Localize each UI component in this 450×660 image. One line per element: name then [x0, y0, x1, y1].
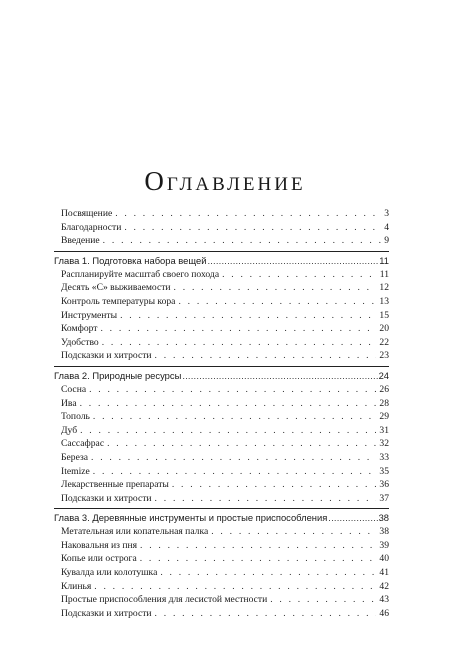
entry-label: Удобство	[61, 336, 99, 348]
entry-page: 39	[379, 539, 389, 551]
toc-entry[interactable]	[54, 281, 389, 295]
dot-leader	[207, 254, 378, 268]
entry-label: Распланируйте масштаб своего похода	[61, 268, 220, 280]
toc-entry-introduction[interactable]	[54, 234, 389, 248]
toc-entry[interactable]	[54, 465, 389, 479]
entry-page: 40	[379, 553, 389, 565]
dot-leader	[91, 451, 376, 465]
toc-entry[interactable]	[54, 336, 389, 350]
dot-leader	[102, 336, 377, 350]
entry-label: Наковальня из пня	[61, 539, 138, 551]
entry-page: 36	[379, 479, 389, 491]
toc-entry[interactable]	[54, 478, 389, 492]
entry-label: Клинья	[61, 580, 92, 592]
entry-page: 3	[384, 208, 389, 219]
entry-label: Десять «С» выживаемости	[61, 282, 171, 294]
dot-leader	[107, 437, 376, 451]
entry-label: Контроль температуры кора	[61, 295, 176, 307]
chapter-label: Глава 3. Деревянные инструменты и простые приспособления	[54, 512, 328, 524]
toc-entry[interactable]	[54, 268, 389, 282]
entry-label: Инструменты	[61, 309, 118, 321]
entry-label: Тополь	[61, 411, 90, 423]
entry-page: 22	[379, 336, 389, 348]
entry-page: 32	[379, 438, 389, 450]
toc-entry[interactable]	[54, 492, 389, 506]
entry-page: 46	[379, 607, 389, 619]
toc-entry[interactable]	[54, 424, 389, 438]
dot-leader	[222, 268, 377, 282]
entry-page: 23	[379, 350, 389, 362]
dot-leader	[328, 511, 377, 525]
dot-leader	[140, 539, 376, 553]
toc-entry[interactable]	[54, 580, 389, 594]
toc-entry[interactable]	[54, 349, 389, 363]
toc-entry[interactable]	[54, 539, 389, 553]
entry-page: 9	[384, 235, 389, 247]
toc-entry-acknowledgements[interactable]	[54, 221, 389, 235]
chapter-label: Глава 1. Подготовка набора вещей	[54, 254, 207, 266]
toc-entry[interactable]	[54, 593, 389, 607]
dot-leader	[100, 322, 376, 336]
dot-leader	[124, 221, 381, 235]
dot-leader	[155, 492, 377, 506]
entry-page: 28	[379, 397, 389, 409]
toc-entry[interactable]	[54, 309, 389, 323]
dot-leader	[80, 397, 377, 411]
entry-label: Подсказки и хитрости	[61, 492, 152, 504]
toc-entry[interactable]	[54, 397, 389, 411]
entry-page: 15	[379, 309, 389, 321]
chapter-page: 24	[378, 369, 389, 381]
dot-leader	[270, 593, 376, 607]
dot-leader	[80, 424, 376, 438]
dot-leader	[94, 580, 376, 594]
chapter-page: 38	[378, 512, 389, 524]
toc-entry[interactable]	[54, 451, 389, 465]
toc-entry[interactable]	[54, 552, 389, 566]
dot-leader	[93, 465, 377, 479]
entry-page: 29	[379, 411, 389, 423]
entry-page: 37	[379, 492, 389, 504]
entry-page: 11	[379, 268, 389, 280]
dot-leader	[160, 566, 376, 580]
entry-page: 26	[379, 383, 389, 395]
dot-leader	[174, 281, 377, 295]
toc-entry-dedication[interactable]	[54, 207, 389, 221]
entry-page: 33	[379, 451, 389, 463]
entry-label: Сассафрас	[61, 438, 105, 450]
entry-label: Посвящение	[61, 208, 113, 219]
entry-label: Введение	[61, 235, 100, 247]
entry-page: 41	[379, 567, 389, 579]
entry-label: Ива	[61, 397, 77, 409]
toc-entry[interactable]	[54, 437, 389, 451]
toc-entry[interactable]	[54, 566, 389, 580]
dot-leader	[103, 234, 382, 248]
dot-leader	[89, 383, 376, 397]
toc-chapter-1[interactable]	[54, 251, 389, 268]
entry-label: Сосна	[61, 383, 87, 395]
toc-entry[interactable]	[54, 410, 389, 424]
dot-leader	[155, 349, 377, 363]
entry-label: Копье или острога	[61, 553, 137, 565]
toc-chapter-2[interactable]	[54, 366, 389, 383]
dot-leader	[93, 410, 377, 424]
dot-leader	[178, 295, 376, 309]
entry-page: 31	[379, 424, 389, 436]
entry-label: Itemize	[61, 465, 90, 477]
toc-entry[interactable]	[54, 322, 389, 336]
entry-label: Комфорт	[61, 323, 98, 335]
entry-page: 12	[379, 282, 389, 294]
entry-label: Подсказки и хитрости	[61, 350, 152, 362]
entry-label: Подсказки и хитрости	[61, 607, 152, 619]
entry-page: 38	[379, 526, 389, 538]
entry-page: 13	[379, 295, 389, 307]
entry-page: 4	[384, 221, 389, 233]
chapter-page: 11	[379, 254, 389, 266]
dot-leader	[182, 369, 377, 383]
entry-label: Лекарственные препараты	[61, 479, 169, 491]
entry-label: Метательная или копательная палка	[61, 526, 209, 538]
toc-entry[interactable]	[54, 383, 389, 397]
toc-chapter-3[interactable]	[54, 508, 389, 525]
entry-label: Кувалда или колотушка	[61, 567, 158, 579]
entry-page: 43	[379, 594, 389, 606]
dot-leader	[140, 552, 377, 566]
toc-entry[interactable]	[54, 607, 389, 621]
toc-entry[interactable]	[54, 295, 389, 309]
entry-label: Простые приспособления для лесистой местности	[61, 594, 268, 606]
toc-entry[interactable]	[54, 525, 389, 539]
dot-leader	[120, 309, 376, 323]
dot-leader	[211, 525, 376, 539]
toc-title: Оглавление	[144, 166, 306, 196]
dot-leader	[115, 207, 381, 221]
entry-page: 35	[379, 465, 389, 477]
entry-page: 42	[379, 580, 389, 592]
entry-label: Береза	[61, 451, 88, 463]
chapter-label: Глава 2. Природные ресурсы	[54, 369, 182, 381]
dot-leader	[172, 478, 377, 492]
entry-page: 20	[379, 323, 389, 335]
dot-leader	[155, 607, 377, 621]
table-of-contents	[54, 207, 389, 620]
entry-label: Благодарности	[61, 221, 122, 233]
entry-label: Дуб	[61, 424, 78, 436]
